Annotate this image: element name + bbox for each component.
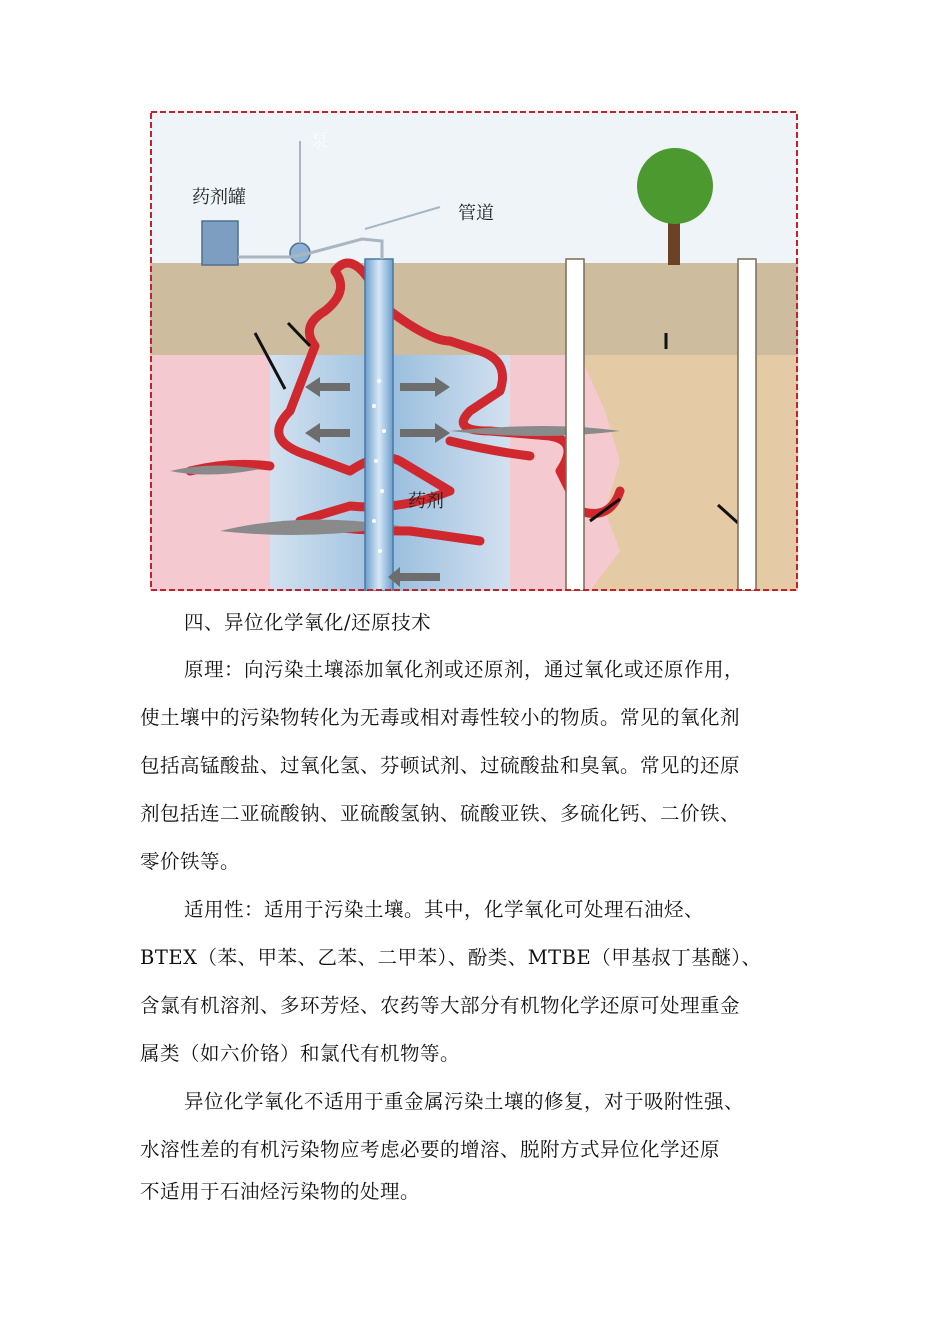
topsoil-layer	[150, 263, 798, 355]
label-pump: 泵	[310, 131, 328, 152]
principle-line: 使土壤中的污染物转化为无毒或相对毒性较小的物质。常见的氧化剂	[140, 706, 741, 729]
limitation-line: 不适用于石油烃污染物的处理。	[140, 1180, 421, 1203]
injection-diagram	[150, 111, 798, 591]
applicability-line: 含氯有机溶剂、多环芳烃、农药等大部分有机物化学还原可处理重金	[140, 994, 741, 1017]
principle-line: 原理：向污染土壤添加氧化剂或还原剂，通过氧化或还原作用，	[184, 658, 745, 681]
limitation-paragraph	[140, 1078, 820, 1210]
applicability-paragraph	[140, 886, 820, 1078]
applicability-line: 属类（如六价铬）和氯代有机物等。	[140, 1042, 461, 1065]
monitoring-well-right	[738, 259, 756, 591]
monitoring-well-left	[566, 259, 584, 591]
label-tank: 药剂罐	[192, 187, 246, 208]
section-heading: 四、异位化学氧化/还原技术	[184, 611, 432, 634]
applicability-line: 适用性：适用于污染土壤。其中，化学氧化可处理石油烃、	[184, 898, 705, 921]
principle-line: 剂包括连二亚硫酸钠、亚硫酸氢钠、硫酸亚铁、多硫化钙、二价铁、	[140, 802, 741, 825]
principle-line: 零价铁等。	[140, 850, 241, 873]
injection-well	[365, 259, 393, 591]
applicability-line: BTEX（苯、甲苯、乙苯、二甲苯）、酚类、MTBE（甲基叔丁基醚）、	[140, 946, 762, 969]
label-pipe: 管道	[458, 203, 494, 224]
reagent-tank	[202, 221, 238, 265]
principle-line: 包括高锰酸盐、过氧化氢、芬顿试剂、过硫酸盐和臭氧。常见的还原	[140, 754, 741, 777]
tree-crown	[637, 148, 713, 224]
principle-paragraph	[140, 646, 820, 886]
label-agent: 药剂	[408, 491, 444, 512]
limitation-line: 水溶性差的有机污染物应考虑必要的增溶、脱附方式异位化学还原	[140, 1138, 721, 1161]
limitation-line: 异位化学氧化不适用于重金属污染土壤的修复，对于吸附性强、	[184, 1090, 745, 1113]
document-body	[140, 600, 820, 1210]
